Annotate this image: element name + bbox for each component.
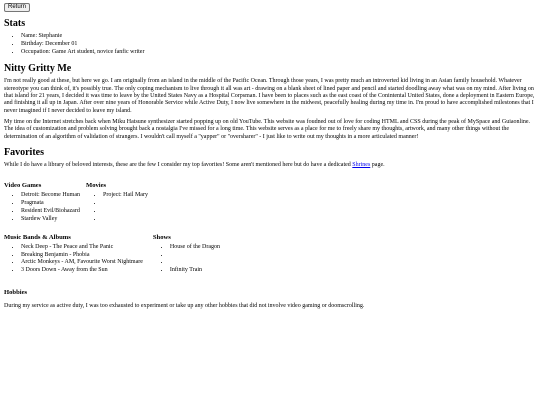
list-item	[170, 252, 220, 260]
movies-column	[86, 182, 154, 223]
list-item: • House of the Dragon	[170, 244, 220, 252]
hobbies-heading: Hobbies	[4, 289, 28, 297]
stats-item-birthday: • Birthday: December 01	[21, 41, 536, 49]
favorites-intro-text: While I do have a library of beloved interests, these are the few I consider my top favorites! Some aren't mentioned here but do have a dedicated	[4, 161, 353, 168]
list-item: • Arctic Monkeys - AM, Favourite Worst Nightmare	[21, 259, 143, 267]
music-list	[4, 244, 143, 275]
movies-list	[86, 192, 148, 223]
list-item	[103, 208, 148, 216]
list-item: • Pragmata	[21, 200, 80, 208]
movies-heading: Movies	[85, 182, 107, 190]
list-item: • Infinity Train	[170, 267, 220, 275]
nitty-gritty-paragraph-1: I'm not really good at these, but here we go. I am originally from an island in the middle of the Pacific Ocean. Through those years, I was pretty much an introverted kid living in an Asian family household. Whatever stereotype you can think of, it's possibly true. The only coping mechanism to live through it all was art - drawing on a blank sheet of lined paper and pencil and started doodling away what was on my mind. After living on that island for 21 years, I decided it was time to leave by the United States Navy as a Hospital Corpsman. I have been to places such as the east coast of the Conintental United States, done a deployment in Eastern Europe, and finishing it all up in Japan. After over nine years of Honorable Service while Active Duty, I now live somewhere in the midwest, peacefully healing during my time in. I'm proud to have accomplished milestones that I never imagined if I never decided to leave my island.	[4, 78, 535, 114]
list-item	[103, 200, 148, 208]
hobbies-text: During my service as active duty, I was too exhausted to experiment or take up any other hobbies that did not involve video gaming or doomscrolling.	[4, 303, 365, 310]
nitty-gritty-paragraph-2: My time on the Internet stretches back when Miku Hatsune synthesizer started popping up on old YouTube. This website was foudned out of love for coding HTML and CSS during the peak of MySpace and Guiaonline. The idea of customization and problem solving brought back a nostalgia I've missed for a long time. This website serves as a place for me to freely share my thoughts, artwork, and many other things without the determination of an algorithm of validation of strangers. I wouldn't call myself a "yapper" or "oversharer" - I just like to write out my thoughts in a more articulated manner!	[4, 118, 531, 140]
favorites-intro	[4, 162, 536, 169]
favorites-section	[4, 147, 536, 275]
stats-list	[4, 33, 536, 56]
shrines-link[interactable]: Shrines	[352, 161, 371, 168]
list-item: • Project: Hail Mary	[103, 192, 148, 200]
nitty-gritty-section	[4, 63, 536, 141]
list-item: • 3 Doors Down - Away from the Sun	[21, 267, 143, 275]
list-item: • Detroit: Become Human	[21, 192, 80, 200]
favorites-heading: Favorites	[4, 146, 44, 158]
list-item: • Resident Evil/Biohazard	[21, 208, 80, 216]
shows-list	[153, 244, 220, 275]
nitty-gritty-heading: Nitty Gritty Me	[4, 63, 72, 75]
stats-section	[4, 18, 536, 56]
stats-item-occupation: • Occupation: Game Art student, novice fanfic writer	[21, 49, 536, 57]
stats-heading: Stats	[4, 18, 26, 29]
list-item	[103, 216, 148, 224]
list-item: • Stardew Valley	[21, 216, 80, 224]
video-games-heading: Video Games	[4, 182, 42, 190]
hobbies-section	[4, 289, 536, 311]
stats-item-name: • Name: Stephanie	[21, 33, 536, 41]
favorites-intro-tail: page.	[370, 161, 385, 168]
favorites-table-games-movies	[4, 182, 154, 223]
music-heading: Music Bands & Albums	[4, 233, 71, 241]
video-games-column	[4, 182, 86, 223]
favorites-table-music-shows	[4, 234, 230, 275]
video-games-list	[4, 192, 80, 223]
list-item: • Neck Deep - The Peace and The Panic	[21, 244, 143, 252]
shows-heading: Shows	[152, 233, 171, 241]
list-item: • Breaking Benjamin - Phobia	[21, 252, 143, 260]
music-column	[4, 234, 153, 275]
favorites-spacer	[4, 224, 536, 234]
shows-column	[153, 234, 230, 275]
return-button[interactable]: Return	[4, 3, 30, 12]
